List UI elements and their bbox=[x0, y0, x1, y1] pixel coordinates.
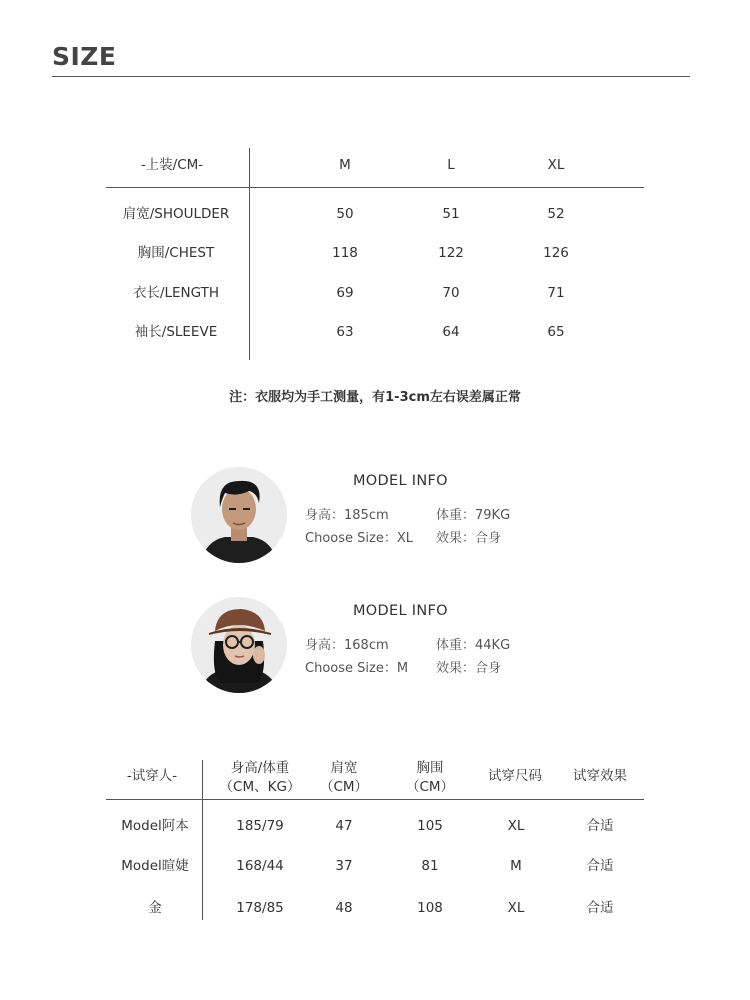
tryon-cell: 合适 bbox=[586, 900, 614, 916]
size-cell: 51 bbox=[442, 206, 460, 222]
tryon-header-size: 试穿尺码 bbox=[488, 768, 542, 784]
model-fit: 效果：合身 bbox=[436, 531, 502, 546]
tryon-cell: 37 bbox=[335, 858, 353, 874]
tryon-header-chest: 胸围 （CM） bbox=[405, 760, 455, 795]
model-size: Choose Size：M bbox=[305, 661, 409, 676]
tryon-name: Model暄婕 bbox=[121, 858, 189, 874]
size-cell: 50 bbox=[336, 206, 354, 222]
measurement-note: 注：衣服均为手工测量，有1-3cm左右误差属正常 bbox=[229, 390, 521, 405]
model-height: 身高：168cm bbox=[305, 638, 389, 653]
tryon-cell: XL bbox=[507, 900, 525, 916]
model-info-title: MODEL INFO bbox=[353, 603, 448, 619]
size-row-label: 衣长/LENGTH bbox=[132, 285, 220, 301]
size-cell: 52 bbox=[547, 206, 565, 222]
size-cell: 118 bbox=[332, 245, 358, 261]
model-avatar-male bbox=[191, 467, 287, 563]
size-row-label: 袖长/SLEEVE bbox=[134, 324, 218, 340]
size-column-xl: XL bbox=[547, 157, 565, 173]
size-cell: 122 bbox=[438, 245, 464, 261]
tryon-cell: XL bbox=[507, 818, 525, 834]
tryon-cell: M bbox=[510, 858, 522, 874]
size-cell: 63 bbox=[336, 324, 354, 340]
model-height: 身高：185cm bbox=[305, 508, 389, 523]
model-fit: 效果：合身 bbox=[436, 661, 502, 676]
tryon-header-height-weight: 身高/体重 （CM、KG） bbox=[219, 760, 301, 795]
size-cell: 126 bbox=[543, 245, 569, 261]
size-column-m: M bbox=[339, 157, 351, 173]
size-cell: 64 bbox=[442, 324, 460, 340]
size-cell: 65 bbox=[547, 324, 565, 340]
size-row-label: 胸围/CHEST bbox=[137, 245, 215, 261]
page-title: SIZE bbox=[52, 42, 117, 71]
tryon-name: 金 bbox=[148, 900, 162, 916]
size-row-label: 肩宽/SHOULDER bbox=[122, 206, 230, 222]
tryon-cell: 合适 bbox=[586, 858, 614, 874]
tryon-table-column-rule bbox=[202, 760, 203, 920]
model-photo-male bbox=[191, 467, 287, 563]
model-info-title: MODEL INFO bbox=[353, 473, 448, 489]
title-divider bbox=[52, 76, 690, 77]
tryon-cell: 185/79 bbox=[236, 818, 284, 834]
tryon-cell: 178/85 bbox=[236, 900, 284, 916]
tryon-header-fit: 试穿效果 bbox=[573, 768, 627, 784]
size-cell: 70 bbox=[442, 285, 460, 301]
tryon-table-corner-label: -试穿人- bbox=[126, 768, 178, 784]
tryon-cell: 108 bbox=[417, 900, 443, 916]
size-column-l: L bbox=[447, 157, 455, 173]
tryon-cell: 合适 bbox=[586, 818, 614, 834]
tryon-header-shoulder: 肩宽 （CM） bbox=[319, 760, 369, 795]
tryon-cell: 48 bbox=[335, 900, 353, 916]
model-avatar-female bbox=[191, 597, 287, 693]
size-table-header-rule bbox=[106, 187, 644, 188]
tryon-cell: 105 bbox=[417, 818, 443, 834]
size-cell: 71 bbox=[547, 285, 565, 301]
model-weight: 体重：79KG bbox=[436, 508, 511, 523]
tryon-cell: 47 bbox=[335, 818, 353, 834]
tryon-cell: 168/44 bbox=[236, 858, 284, 874]
model-photo-female bbox=[191, 597, 287, 693]
model-weight: 体重：44KG bbox=[436, 638, 511, 653]
size-table-column-rule bbox=[249, 148, 250, 360]
tryon-cell: 81 bbox=[421, 858, 439, 874]
tryon-name: Model阿本 bbox=[121, 818, 189, 834]
model-size: Choose Size：XL bbox=[305, 531, 413, 546]
size-cell: 69 bbox=[336, 285, 354, 301]
tryon-table-header-rule bbox=[106, 799, 644, 800]
size-table-corner-label: -上装/CM- bbox=[140, 157, 204, 173]
